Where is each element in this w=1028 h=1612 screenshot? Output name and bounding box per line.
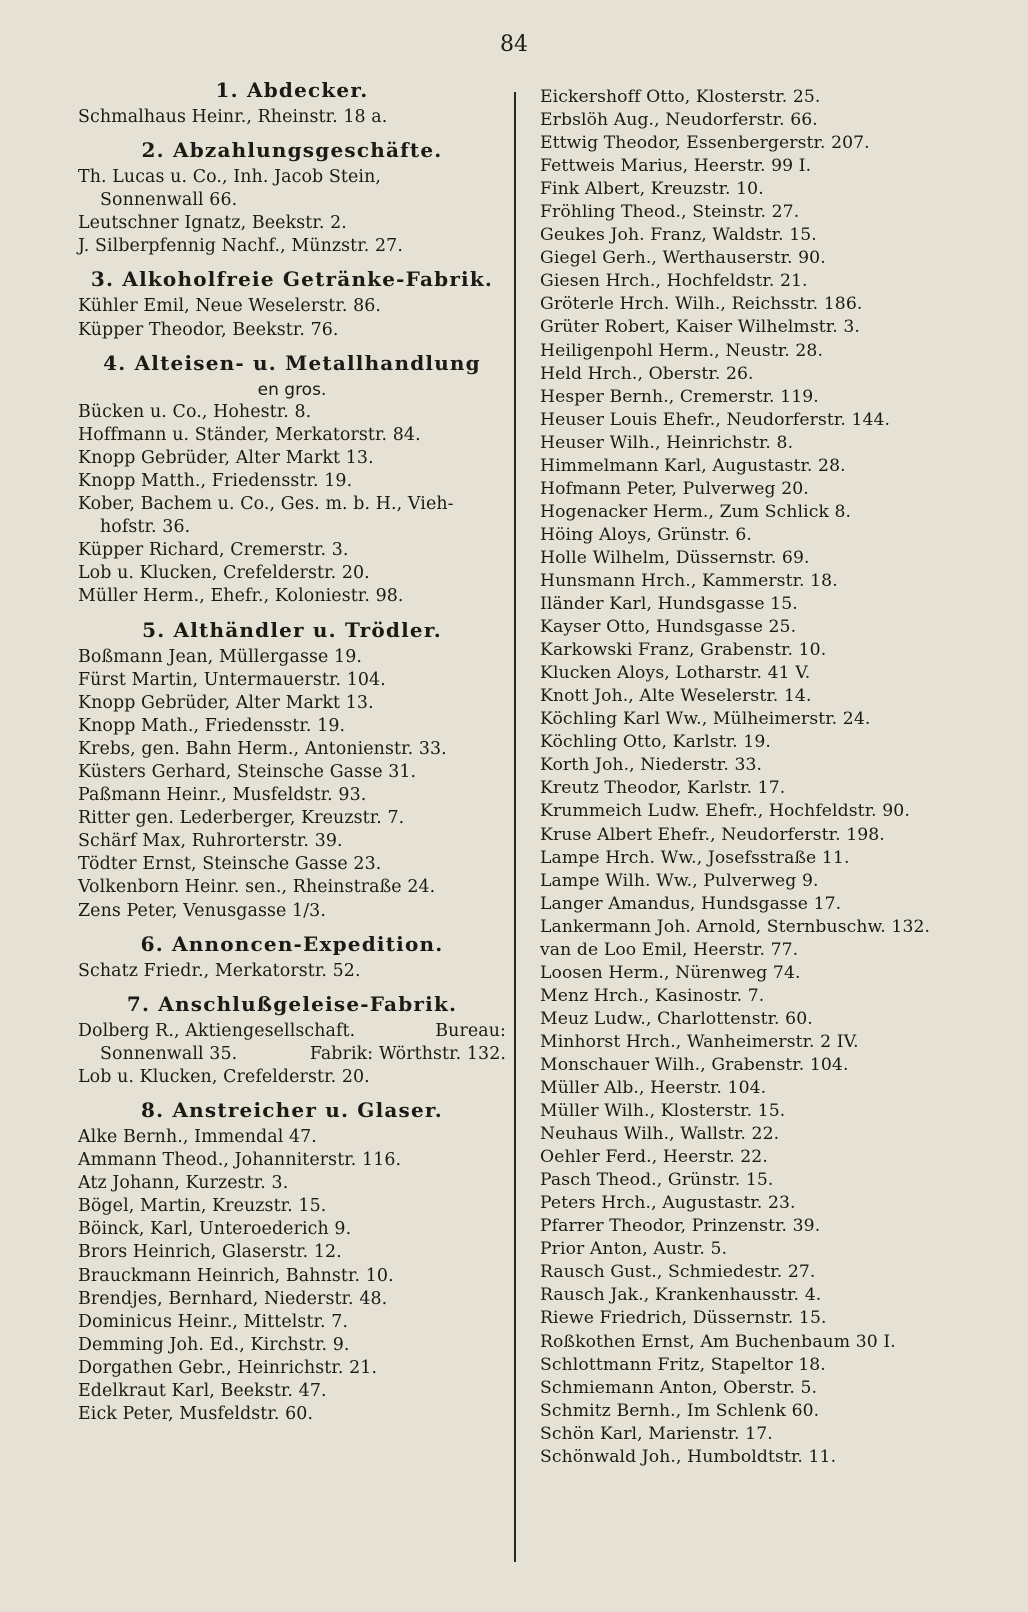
directory-entry: Knopp Matth., Friedensstr. 19. bbox=[78, 470, 353, 491]
entry-text-right: Fabrik: Wörthstr. 132. bbox=[309, 1043, 506, 1064]
entry-text: Dolberg R., Aktiengesellschaft. bbox=[78, 1020, 356, 1041]
directory-entry: Schön Karl, Marienstr. 17. bbox=[540, 1423, 773, 1444]
directory-entry: Knopp Math., Friedensstr. 19. bbox=[78, 715, 346, 736]
directory-entry: Böinck, Karl, Unteroederich 9. bbox=[78, 1219, 352, 1240]
directory-entry: Küpper Richard, Cremerstr. 3. bbox=[78, 540, 349, 561]
directory-entry: Atz Johann, Kurzestr. 3. bbox=[78, 1173, 289, 1194]
directory-entry: Knopp Gebrüder, Alter Markt 13. bbox=[78, 447, 374, 468]
directory-entry: Edelkraut Karl, Beekstr. 47. bbox=[78, 1381, 327, 1402]
directory-entry: Schärf Max, Ruhrorterstr. 39. bbox=[78, 831, 343, 852]
directory-entry: Höing Aloys, Grünstr. 6. bbox=[540, 524, 752, 545]
directory-entry: Rausch Gust., Schmiedestr. 27. bbox=[540, 1262, 816, 1283]
directory-entry: Lampe Wilh. Ww., Pulverweg 9. bbox=[540, 870, 819, 891]
directory-entry: Th. Lucas u. Co., Inh. Jacob Stein, bbox=[78, 167, 381, 188]
directory-entry: Küsters Gerhard, Steinsche Gasse 31. bbox=[78, 761, 417, 782]
directory-entry: Himmelmann Karl, Augustastr. 28. bbox=[540, 455, 846, 476]
directory-entry: Pfarrer Theodor, Prinzenstr. 39. bbox=[540, 1216, 821, 1237]
directory-entry: Hunsmann Hrch., Kammerstr. 18. bbox=[540, 570, 838, 591]
directory-entry: Holle Wilhelm, Düssernstr. 69. bbox=[540, 547, 810, 568]
directory-entry: Hoffmann u. Ständer, Merkatorstr. 84. bbox=[78, 424, 421, 445]
directory-entry: Eickershoff Otto, Klosterstr. 25. bbox=[540, 87, 821, 107]
directory-entry: Küpper Theodor, Beekstr. 76. bbox=[78, 319, 339, 340]
page-number: 84 bbox=[500, 32, 528, 57]
directory-entry: Dorgathen Gebr., Heinrichstr. 21. bbox=[78, 1357, 378, 1378]
directory-entry: Roßkothen Ernst, Am Buchenbaum 30 I. bbox=[540, 1331, 896, 1352]
directory-entry: Riewe Friedrich, Düssernstr. 15. bbox=[540, 1308, 827, 1329]
directory-entry: Erbslöh Aug., Neudorferstr. 66. bbox=[540, 110, 818, 131]
entry-text: Sonnenwall 35. bbox=[100, 1043, 238, 1064]
section-spacer bbox=[78, 1426, 506, 1431]
directory-entry: Schatz Friedr., Merkatorstr. 52. bbox=[78, 960, 361, 981]
section-heading: 8. Anstreicher u. Glaser. bbox=[141, 1098, 443, 1122]
directory-entry: Brendjes, Bernhard, Niederstr. 48. bbox=[78, 1288, 388, 1309]
directory-entry: J. Silberpfennig Nachf., Münzstr. 27. bbox=[78, 236, 403, 257]
section-heading: 5. Althändler u. Trödler. bbox=[142, 617, 442, 642]
directory-entry: Karkowski Franz, Grabenstr. 10. bbox=[540, 640, 827, 661]
directory-entry: hofstr. 36. bbox=[100, 517, 191, 538]
directory-entry: Langer Amandus, Hundsgasse 17. bbox=[540, 893, 842, 914]
directory-entry: Kober, Bachem u. Co., Ges. m. b. H., Vieh- bbox=[78, 494, 454, 515]
directory-entry: Iländer Karl, Hundsgasse 15. bbox=[540, 594, 798, 615]
directory-entry: Knopp Gebrüder, Alter Markt 13. bbox=[78, 692, 374, 713]
directory-entry: Lankermann Joh. Arnold, Sternbuschw. 132. bbox=[540, 916, 931, 937]
directory-entry: Fröhling Theod., Steinstr. 27. bbox=[540, 202, 800, 223]
directory-entry: Knott Joh., Alte Weselerstr. 14. bbox=[540, 686, 812, 707]
section-heading: 1. Abdecker. bbox=[215, 78, 369, 102]
directory-entry: Neuhaus Wilh., Wallstr. 22. bbox=[540, 1124, 780, 1145]
directory-entry: Korth Joh., Niederstr. 33. bbox=[540, 755, 763, 776]
directory-entry: Müller Alb., Heerstr. 104. bbox=[540, 1078, 767, 1099]
directory-entry: Heiligenpohl Herm., Neustr. 28. bbox=[540, 340, 824, 361]
directory-entry: Lob u. Klucken, Crefelderstr. 20. bbox=[78, 563, 370, 584]
directory-entry: Müller Herm., Ehefr., Koloniestr. 98. bbox=[78, 586, 404, 607]
directory-entry: Demming Joh. Ed., Kirchstr. 9. bbox=[78, 1334, 350, 1355]
directory-entry: Oehler Ferd., Heerstr. 22. bbox=[540, 1147, 768, 1168]
section-subheading: en gros. bbox=[257, 379, 327, 400]
directory-entry: Fink Albert, Kreuzstr. 10. bbox=[540, 179, 764, 200]
directory-entry: Loosen Herm., Nürenweg 74. bbox=[540, 962, 801, 983]
directory-entry: Volkenborn Heinr. sen., Rheinstraße 24. bbox=[78, 877, 436, 898]
split-entry-row bbox=[78, 1020, 506, 1043]
directory-entry: Schlottmann Fritz, Stapeltor 18. bbox=[540, 1354, 826, 1375]
entry-text-right: Bureau: bbox=[435, 1020, 506, 1041]
left-column bbox=[78, 74, 506, 1431]
right-column bbox=[540, 86, 970, 1469]
section-heading: 2. Abzahlungsgeschäfte. bbox=[141, 138, 443, 163]
directory-entry: Brauckmann Heinrich, Bahnstr. 10. bbox=[78, 1265, 394, 1286]
directory-entry: Prior Anton, Austr. 5. bbox=[540, 1239, 728, 1260]
directory-entry: Pasch Theod., Grünstr. 15. bbox=[540, 1170, 774, 1191]
directory-entry: Zens Peter, Venusgasse 1/3. bbox=[78, 900, 326, 921]
directory-entry: Paßmann Heinr., Musfeldstr. 93. bbox=[78, 785, 367, 806]
directory-entry: Klucken Aloys, Lotharstr. 41 V. bbox=[540, 663, 811, 684]
directory-entry: Heuser Wilh., Heinrichstr. 8. bbox=[540, 432, 794, 453]
directory-entry: Ritter gen. Lederberger, Kreuzstr. 7. bbox=[78, 808, 405, 829]
directory-entry: Alke Bernh., Immendal 47. bbox=[78, 1127, 317, 1147]
directory-entry: Brors Heinrich, Glaserstr. 12. bbox=[78, 1242, 342, 1263]
directory-entry: Hesper Bernh., Cremerstr. 119. bbox=[540, 386, 819, 407]
directory-entry: Eick Peter, Musfeldstr. 60. bbox=[78, 1404, 314, 1425]
directory-entry: Kreutz Theodor, Karlstr. 17. bbox=[540, 778, 786, 799]
directory-entry: Hofmann Peter, Pulverweg 20. bbox=[540, 478, 809, 499]
section-heading: 6. Annoncen-Expedition. bbox=[140, 931, 444, 956]
directory-entry: Dominicus Heinr., Mittelstr. 7. bbox=[78, 1311, 349, 1332]
directory-entry: Fettweis Marius, Heerstr. 99 I. bbox=[540, 156, 812, 177]
directory-entry: Menz Hrch., Kasinostr. 7. bbox=[540, 985, 765, 1006]
directory-entry: Schmitz Bernh., Im Schlenk 60. bbox=[540, 1400, 820, 1421]
directory-entry: Boßmann Jean, Müllergasse 19. bbox=[78, 646, 363, 667]
directory-entry: Köchling Otto, Karlstr. 19. bbox=[540, 732, 771, 753]
directory-entry: Kühler Emil, Neue Weselerstr. 86. bbox=[78, 296, 382, 317]
directory-entry: Sonnenwall 66. bbox=[100, 190, 238, 211]
directory-entry: Kayser Otto, Hundsgasse 25. bbox=[540, 617, 797, 638]
directory-entry: Schönwald Joh., Humboldtstr. 11. bbox=[540, 1446, 837, 1467]
directory-entry: Held Hrch., Oberstr. 26. bbox=[540, 363, 754, 384]
column-divider bbox=[514, 92, 516, 1562]
directory-entry: Schmalhaus Heinr., Rheinstr. 18 a. bbox=[78, 107, 388, 127]
directory-entry: Grüter Robert, Kaiser Wilhelmstr. 3. bbox=[540, 317, 860, 338]
directory-entry: Leutschner Ignatz, Beekstr. 2. bbox=[78, 213, 347, 234]
section-heading: 4. Alteisen- u. Metallhandlung bbox=[103, 350, 481, 375]
directory-entry: Giegel Gerh., Werthauserstr. 90. bbox=[540, 248, 826, 269]
directory-entry: Minhorst Hrch., Wanheimerstr. 2 IV. bbox=[540, 1031, 859, 1052]
directory-entry: Lob u. Klucken, Crefelderstr. 20. bbox=[78, 1066, 370, 1087]
directory-entry: Kruse Albert Ehefr., Neudorferstr. 198. bbox=[540, 824, 885, 845]
directory-entry: Schmiemann Anton, Oberstr. 5. bbox=[540, 1377, 818, 1398]
directory-entry: Rausch Jak., Krankenhausstr. 4. bbox=[540, 1285, 822, 1306]
directory-entry: Ammann Theod., Johanniterstr. 116. bbox=[78, 1150, 402, 1171]
directory-entry: Meuz Ludw., Charlottenstr. 60. bbox=[540, 1008, 813, 1029]
directory-entry: Monschauer Wilh., Grabenstr. 104. bbox=[540, 1054, 849, 1075]
directory-entry: Bücken u. Co., Hohestr. 8. bbox=[78, 401, 312, 422]
directory-entry: Fürst Martin, Untermauerstr. 104. bbox=[78, 669, 386, 690]
directory-entry: Gröterle Hrch. Wilh., Reichsstr. 186. bbox=[540, 294, 863, 315]
directory-entry: Müller Wilh., Klosterstr. 15. bbox=[540, 1101, 786, 1122]
directory-entry: Giesen Hrch., Hochfeldstr. 21. bbox=[540, 271, 808, 292]
directory-entry: Hogenacker Herm., Zum Schlick 8. bbox=[540, 501, 852, 522]
directory-entry: Krummeich Ludw. Ehefr., Hochfeldstr. 90. bbox=[540, 801, 910, 822]
directory-entry: Ettwig Theodor, Essenbergerstr. 207. bbox=[540, 133, 870, 154]
directory-entry: Krebs, gen. Bahn Herm., Antonienstr. 33. bbox=[78, 738, 447, 759]
directory-entry: Köchling Karl Ww., Mülheimerstr. 24. bbox=[540, 709, 871, 730]
directory-entry: Tödter Ernst, Steinsche Gasse 23. bbox=[78, 854, 382, 875]
section-heading: 3. Alkoholfreie Getränke-Fabrik. bbox=[90, 267, 494, 292]
directory-entry: Heuser Louis Ehefr., Neudorferstr. 144. bbox=[540, 409, 891, 430]
directory-entry: Geukes Joh. Franz, Waldstr. 15. bbox=[540, 225, 817, 246]
split-entry-row bbox=[78, 1043, 506, 1066]
section-heading: 7. Anschlußgeleise-Fabrik. bbox=[126, 991, 458, 1016]
directory-entry: Lampe Hrch. Ww., Josefsstraße 11. bbox=[540, 847, 850, 868]
directory-entry: Peters Hrch., Augustastr. 23. bbox=[540, 1193, 796, 1214]
directory-entry: van de Loo Emil, Heerstr. 77. bbox=[540, 939, 799, 960]
directory-entry: Bögel, Martin, Kreuzstr. 15. bbox=[78, 1196, 327, 1217]
